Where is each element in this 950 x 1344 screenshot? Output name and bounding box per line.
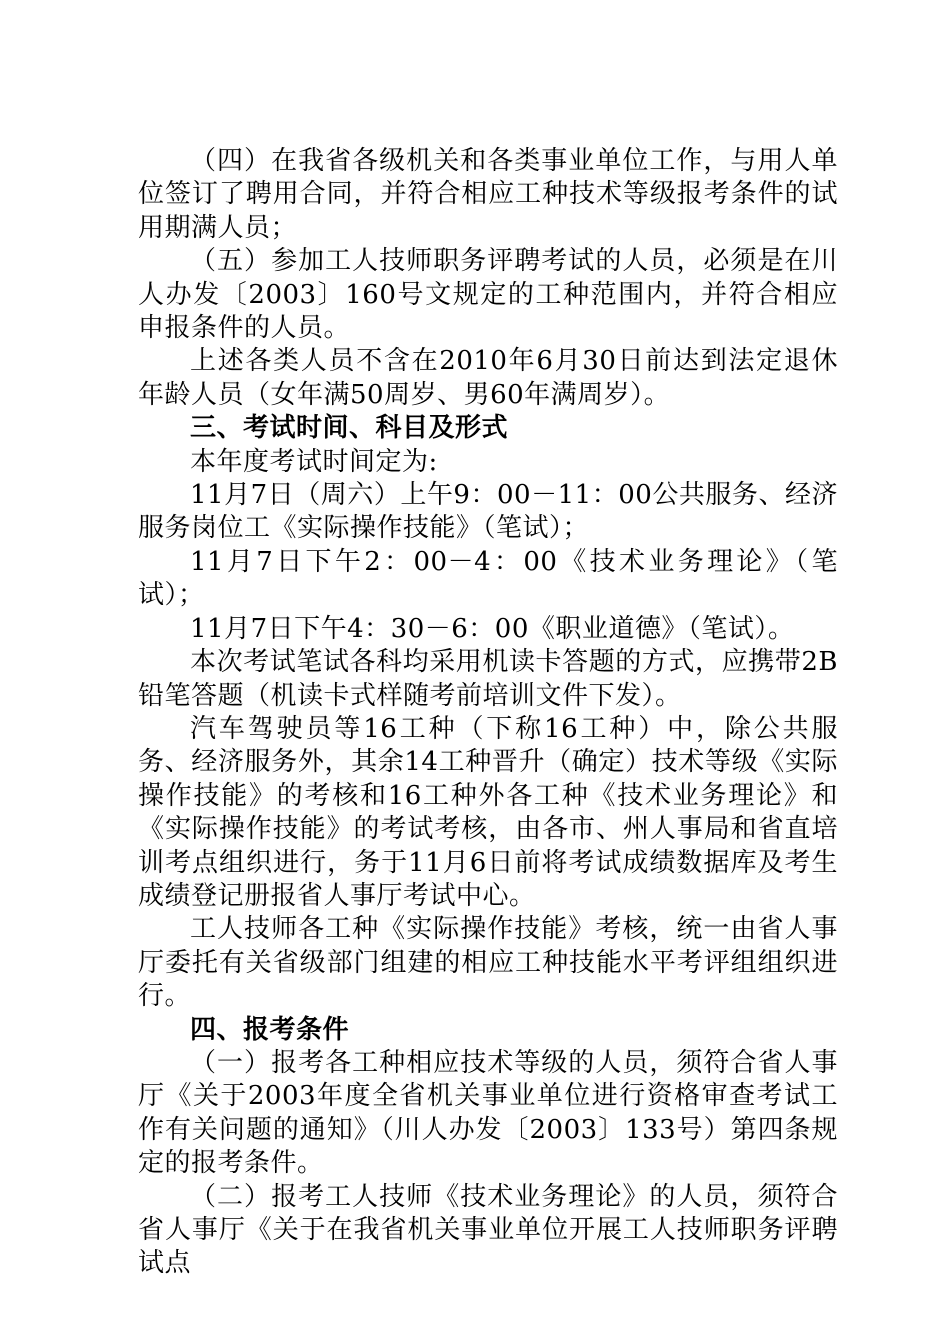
schedule-item-afternoon-ethics: 11月7日下午4：30－6：00《职业道德》（笔试）。 [190, 613, 795, 644]
document-page [138, 145, 838, 1281]
paragraph-technician-assessment: 工人技师各工种《实际操作技能》考核，统一由省人事厅委托有关省级部门组建的相应工种技能水平考评组组织进行。 [138, 914, 838, 1012]
section-heading-eligibility: 四、报考条件 [190, 1014, 350, 1045]
paragraph-eligibility-2: （二）报考工人技师《技术业务理论》的人员，须符合省人事厅《关于在我省机关事业单位开展工人技师职务评聘试点 [138, 1181, 838, 1279]
paragraph-exam-time-intro: 本年度考试时间定为: [190, 446, 438, 477]
paragraph-item-4-conditions: （四）在我省各级机关和各类事业单位工作，与用人单位签订了聘用合同，并符合相应工种技术等级报考条件的试用期满人员； [138, 146, 838, 243]
paragraph-eligibility-1: （一）报考各工种相应技术等级的人员，须符合省人事厅《关于2003年度全省机关事业单位进行资格审查考试工作有关问题的通知》（川人办发〔2003〕133号）第四条规定的报考条件。 [138, 1047, 838, 1179]
section-heading-exam-time: 三、考试时间、科目及形式 [190, 413, 509, 444]
schedule-item-morning: 11月7日（周六）上午9：00－11：00公共服务、经济服务岗位工《实际操作技能》（笔试）； [138, 480, 838, 544]
paragraph-retirement-note: 上述各类人员不含在2010年6月30日前达到法定退休年龄人员（女年满50周岁、男60年满周岁）。 [138, 346, 838, 410]
paragraph-16-trades: 汽车驾驶员等16工种（下称16工种）中，除公共服务、经济服务外，其余14工种晋升（确定）技术等级《实际操作技能》的考核和16工种外各工种《技术业务理论》和《实际操作技能》的考试考核，由各市、州人事局和省直培训考点组织进行，务于11月6日前将考试成绩数据库及考生成绩登记册报省人事厅考试中心。 [138, 713, 838, 911]
schedule-item-afternoon-theory: 11月7日下午2：00－4：00《技术业务理论》（笔试）； [138, 546, 838, 611]
paragraph-item-5-technician: （五）参加工人技师职务评聘考试的人员，必须是在川人办发〔2003〕160号文规定的工种范围内，并符合相应申报条件的人员。 [138, 246, 838, 344]
paragraph-answer-card: 本次考试笔试各科均采用机读卡答题的方式，应携带2B铅笔答题（机读卡式样随考前培训文件下发）。 [138, 647, 838, 711]
